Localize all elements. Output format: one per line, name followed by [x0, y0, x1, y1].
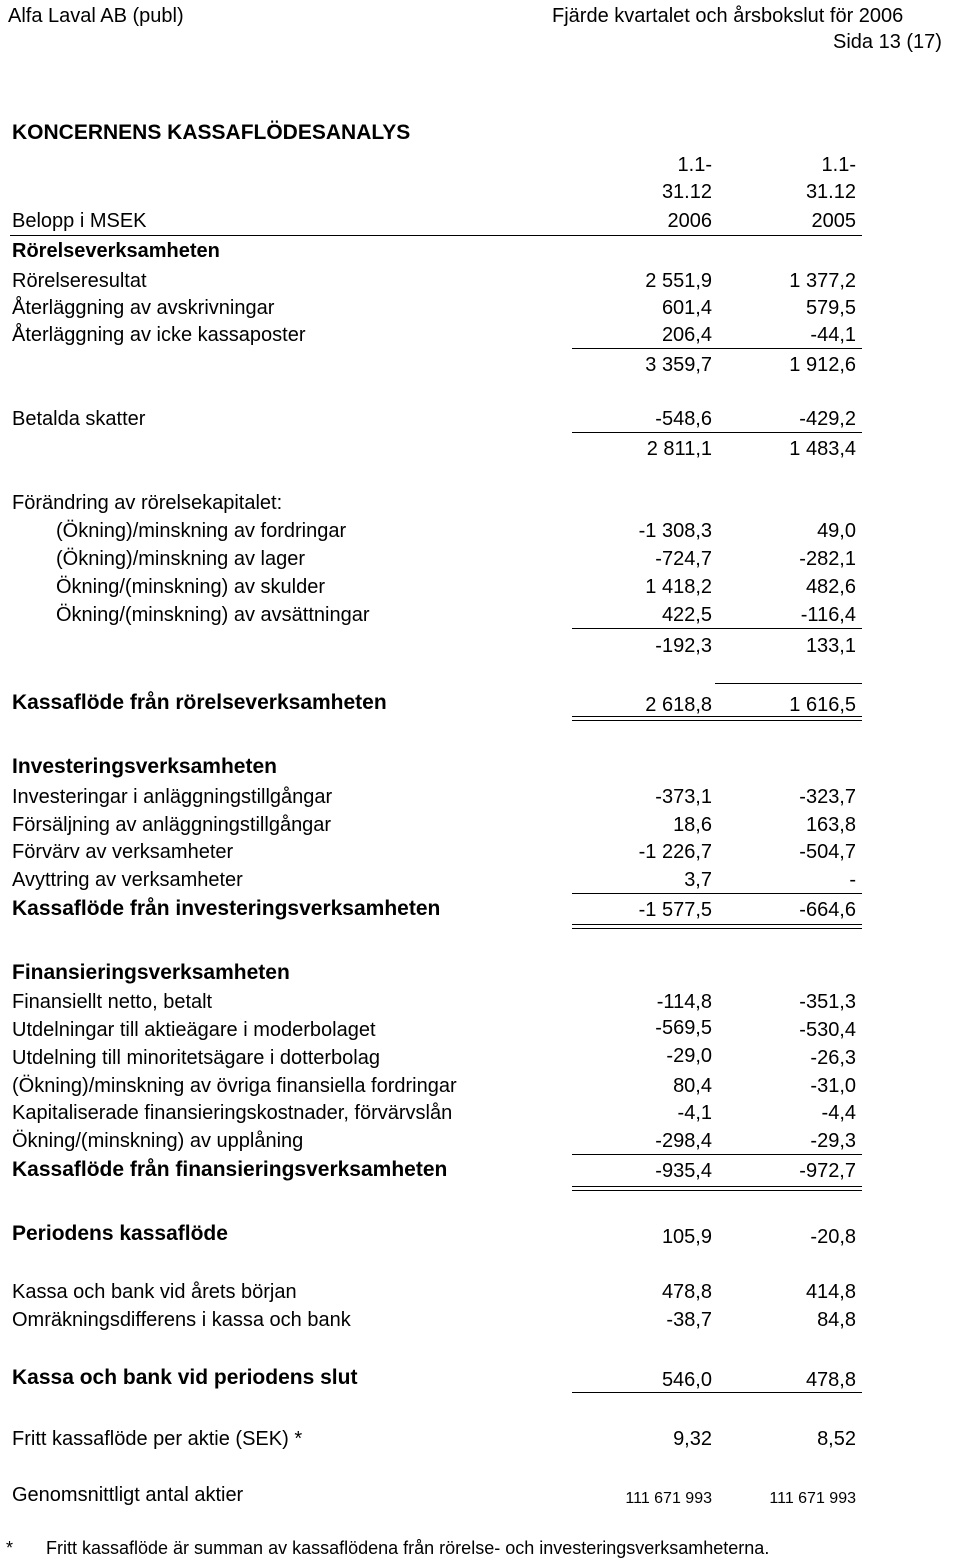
- col-2005-period-end: 31.12: [805, 181, 856, 203]
- row-label: Kassaflöde från investeringsverksamheten: [12, 897, 441, 920]
- row-label: Investeringar i anläggningstillgångar: [12, 786, 333, 808]
- value-2005: 1 616,5: [789, 694, 856, 716]
- total-double-rule: [572, 1186, 862, 1191]
- value-2005: -504,7: [799, 841, 856, 863]
- value-2006: -298,4: [655, 1130, 712, 1152]
- row-label: Kassaflöde från rörelseverksamheten: [12, 691, 387, 714]
- value-2006: 80,4: [673, 1075, 712, 1097]
- row-label: Kapitaliserade finansieringskostnader, förvärvslån: [12, 1102, 453, 1124]
- value-2005: -351,3: [799, 991, 856, 1013]
- value-2006: -548,6: [655, 408, 712, 430]
- value-2006: -935,4: [655, 1160, 712, 1182]
- value-2006: -4,1: [677, 1102, 712, 1124]
- col-2006-period-start: 1.1-: [677, 154, 712, 176]
- statement-title: KONCERNENS KASSAFLÖDESANALYS: [12, 121, 411, 144]
- value-2006: 3,7: [684, 869, 712, 891]
- row-label: Kassa och bank vid årets början: [12, 1281, 297, 1303]
- subtotal-rule: [572, 1392, 862, 1393]
- value-2005: 414,8: [805, 1281, 856, 1303]
- footnote-text: Fritt kassaflöde är summan av kassaflödena från rörelse- och investeringsverksamheterna.: [46, 1538, 770, 1558]
- value-2005: -429,2: [799, 408, 856, 430]
- value-2005: 163,8: [805, 814, 856, 836]
- row-label: Ökning/(minskning) av avsättningar: [56, 604, 370, 626]
- value-2006: -29,0: [666, 1045, 712, 1067]
- row-label: (Ökning)/minskning av fordringar: [56, 520, 347, 542]
- value-2005: -972,7: [799, 1160, 856, 1182]
- value-2006: -1 226,7: [638, 841, 712, 863]
- value-2006: 2 551,9: [645, 270, 712, 292]
- value-2005: -31,0: [810, 1075, 856, 1097]
- value-2005: 1 912,6: [789, 354, 856, 376]
- subtotal-rule: [572, 432, 862, 433]
- value-2005: -29,3: [810, 1130, 856, 1152]
- value-2005: -323,7: [799, 786, 856, 808]
- company-name: Alfa Laval AB (publ): [8, 5, 184, 27]
- value-2006: 422,5: [661, 604, 712, 626]
- row-label: Ökning/(minskning) av upplåning: [12, 1130, 304, 1152]
- value-2005: -26,3: [810, 1047, 856, 1069]
- value-2006: 2 811,1: [646, 438, 712, 460]
- value-2005: -44,1: [810, 324, 856, 346]
- row-label: (Ökning)/minskning av övriga finansiella fordringar: [12, 1075, 457, 1097]
- row-label: Avyttring av verksamheter: [12, 869, 243, 891]
- row-label: Fritt kassaflöde per aktie (SEK) *: [12, 1428, 303, 1450]
- total-double-rule: [572, 716, 862, 721]
- value-2006: 3 359,7: [645, 354, 712, 376]
- working-capital-heading: Förändring av rörelsekapitalet:: [12, 492, 283, 514]
- value-2005: -530,4: [799, 1019, 856, 1041]
- col-2005-year: 2005: [811, 210, 856, 232]
- row-label: Utdelningar till aktieägare i moderbolaget: [12, 1019, 376, 1041]
- row-label: Periodens kassaflöde: [12, 1222, 228, 1245]
- section-heading-financing: Finansieringsverksamheten: [12, 961, 290, 984]
- total-double-rule: [572, 924, 862, 929]
- value-2005: 1 377,2: [789, 270, 856, 292]
- row-label: Betalda skatter: [12, 408, 146, 430]
- value-2006: -38,7: [666, 1309, 712, 1331]
- value-2005: 482,6: [805, 576, 856, 598]
- row-label: Finansiellt netto, betalt: [12, 991, 213, 1013]
- value-2006: -1 577,5: [638, 899, 712, 921]
- value-2006: 206,4: [661, 324, 712, 346]
- footnote-mark: *: [6, 1538, 14, 1558]
- row-label: Kassa och bank vid periodens slut: [12, 1366, 358, 1389]
- amount-unit-label: Belopp i MSEK: [12, 210, 147, 232]
- value-2006: -373,1: [655, 786, 712, 808]
- value-2006: 111 671 993: [625, 1490, 712, 1507]
- subtotal-rule: [715, 683, 862, 684]
- subtotal-rule: [572, 348, 862, 349]
- row-label: Förvärv av verksamheter: [12, 841, 234, 863]
- row-label: Kassaflöde från finansieringsverksamheten: [12, 1158, 448, 1181]
- value-2006: -1 308,3: [638, 520, 712, 542]
- col-2006-year: 2006: [667, 210, 712, 232]
- value-2006: 18,6: [673, 814, 712, 836]
- value-2005: -116,4: [800, 604, 856, 626]
- value-2006: -724,7: [655, 548, 712, 570]
- section-heading-investing: Investeringsverksamheten: [12, 755, 277, 778]
- value-2005: 111 671 993: [769, 1490, 856, 1507]
- row-label: Rörelseresultat: [12, 270, 147, 292]
- section-heading-operating: Rörelseverksamheten: [12, 240, 220, 262]
- report-title: Fjärde kvartalet och årsbokslut för 2006: [552, 5, 904, 27]
- value-2006: 2 618,8: [645, 694, 712, 716]
- row-label: Försäljning av anläggningstillgångar: [12, 814, 332, 836]
- value-2006: -569,5: [655, 1017, 712, 1039]
- value-2006: 1 418,2: [645, 576, 712, 598]
- row-label: (Ökning)/minskning av lager: [56, 548, 305, 570]
- value-2005: -20,8: [810, 1226, 856, 1248]
- subtotal-rule: [572, 893, 862, 894]
- value-2006: 601,4: [661, 297, 712, 319]
- value-2005: -664,6: [799, 899, 856, 921]
- row-label: Genomsnittligt antal aktier: [12, 1484, 244, 1506]
- value-2006: 9,32: [673, 1428, 712, 1450]
- value-2006: -114,8: [656, 991, 712, 1013]
- header-rule: [10, 235, 862, 236]
- subtotal-rule: [572, 1154, 862, 1155]
- row-label: Återläggning av avskrivningar: [12, 297, 275, 319]
- col-2005-period-start: 1.1-: [821, 154, 856, 176]
- value-2006: 546,0: [661, 1369, 712, 1391]
- row-label: Utdelning till minoritetsägare i dotterbolag: [12, 1047, 380, 1069]
- value-2005: -4,4: [821, 1102, 856, 1124]
- value-2006: 478,8: [661, 1281, 712, 1303]
- row-label: Återläggning av icke kassaposter: [12, 324, 306, 346]
- row-label: Ökning/(minskning) av skulder: [56, 576, 325, 598]
- value-2005: 49,0: [817, 520, 856, 542]
- col-2006-period-end: 31.12: [661, 181, 712, 203]
- value-2005: 579,5: [805, 297, 856, 319]
- row-label: Omräkningsdifferens i kassa och bank: [12, 1309, 351, 1331]
- value-2005: 133,1: [805, 635, 856, 657]
- value-2005: -282,1: [799, 548, 856, 570]
- value-2006: -192,3: [655, 635, 712, 657]
- value-2005: 84,8: [817, 1309, 856, 1331]
- value-2006: 105,9: [661, 1226, 712, 1248]
- value-2005: -: [849, 869, 856, 891]
- page-number: Sida 13 (17): [833, 31, 942, 53]
- value-2005: 8,52: [817, 1428, 856, 1450]
- subtotal-rule: [572, 628, 862, 629]
- value-2005: 478,8: [805, 1369, 856, 1391]
- value-2005: 1 483,4: [789, 438, 856, 460]
